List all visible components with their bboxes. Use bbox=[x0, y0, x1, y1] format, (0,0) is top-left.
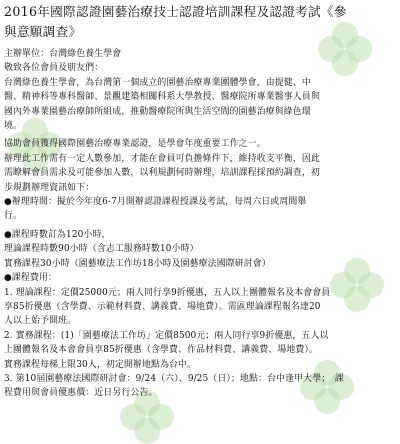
title-line: 2016年國際認證園藝治療技士認證培訓課程及認證考試《參 bbox=[4, 4, 347, 19]
body-line: 醫、精神科等專科醫師、景觀建築相關科系大學教授、醫療院所專業醫事人員與 bbox=[4, 92, 320, 103]
body-line: 人以上始予開班。 bbox=[4, 316, 77, 327]
body-line: 需瞭解會員需求及可能參加人數，以利規劃何時辦理，培訓課程採預約調查，初 bbox=[4, 168, 320, 179]
body-line: 敬致各位會員及朋友們： bbox=[4, 63, 104, 74]
body-line: 程費用與會員優惠價：近日另行公告。 bbox=[4, 388, 158, 399]
body-line: 享85折優惠（含學費、示範材料費、講義費、場地費）。需區理論課程報名達20 bbox=[4, 301, 321, 312]
body-line: 協助會員獲得國際園藝治療專業認證，是學會年度重要工作之一。 bbox=[4, 139, 266, 150]
body-line: 2. 實務課程：(1)「園藝療法工作坊」定價8500元；兩人同行享9折優惠，五人以 bbox=[4, 330, 329, 341]
body-line: 上團體報名及本會會員享85折優惠（含學費、作品材料費、講義費、場地費）。 bbox=[4, 345, 318, 356]
body-line: 理論課程時數90小時（含志工服務時數10小時） bbox=[4, 244, 199, 255]
body-line: 實務課程30小時（園藝療法工作坊18小時及園藝療法國際研討會） bbox=[4, 258, 271, 269]
body-line: 辦理此工作需有一定人數參加，才能在會員可負擔條件下，維持收支平衡，因此 bbox=[4, 153, 320, 164]
body-line: 實務課程每梯上限30人，初定開辦地點為台中。 bbox=[4, 359, 197, 370]
document-title bbox=[4, 2, 396, 42]
body-line: 境。 bbox=[4, 121, 23, 132]
body-line: 步規劃辦理資訊如下： bbox=[4, 182, 95, 193]
body-line: ●辦理時間：擬於今年度6-7月開辦認證課程授課及考試，每周六日或周間舉 bbox=[4, 197, 307, 208]
body-line: 台灣綠色養生學會，為台灣第一個成立的園藝治療專業團體學會，由提健、中 bbox=[4, 77, 311, 88]
body-line: ●課程時數訂為120小時， bbox=[4, 229, 111, 240]
title-line: 與意願調查》 bbox=[4, 24, 82, 39]
body-line: 行。 bbox=[4, 211, 23, 222]
body-line: 主辦單位：台灣綠色養生學會 bbox=[4, 49, 122, 59]
body-line: 3. 第10屆園藝療法國際研討會：9/24（六）、9/25（日）；地點：台中逢甲大學； 課 bbox=[4, 373, 344, 384]
body-line: 1. 理論課程：定價25000元；兩人同行享9折優惠，五人以上團體報名及本會會員 bbox=[4, 287, 331, 298]
body-line: ●課程費用： bbox=[4, 273, 58, 284]
document-body bbox=[4, 47, 396, 401]
body-line: 國內外專業園藝治療師所組成，推動醫療院所與生活空間的園藝治療與綠色環 bbox=[4, 106, 311, 117]
